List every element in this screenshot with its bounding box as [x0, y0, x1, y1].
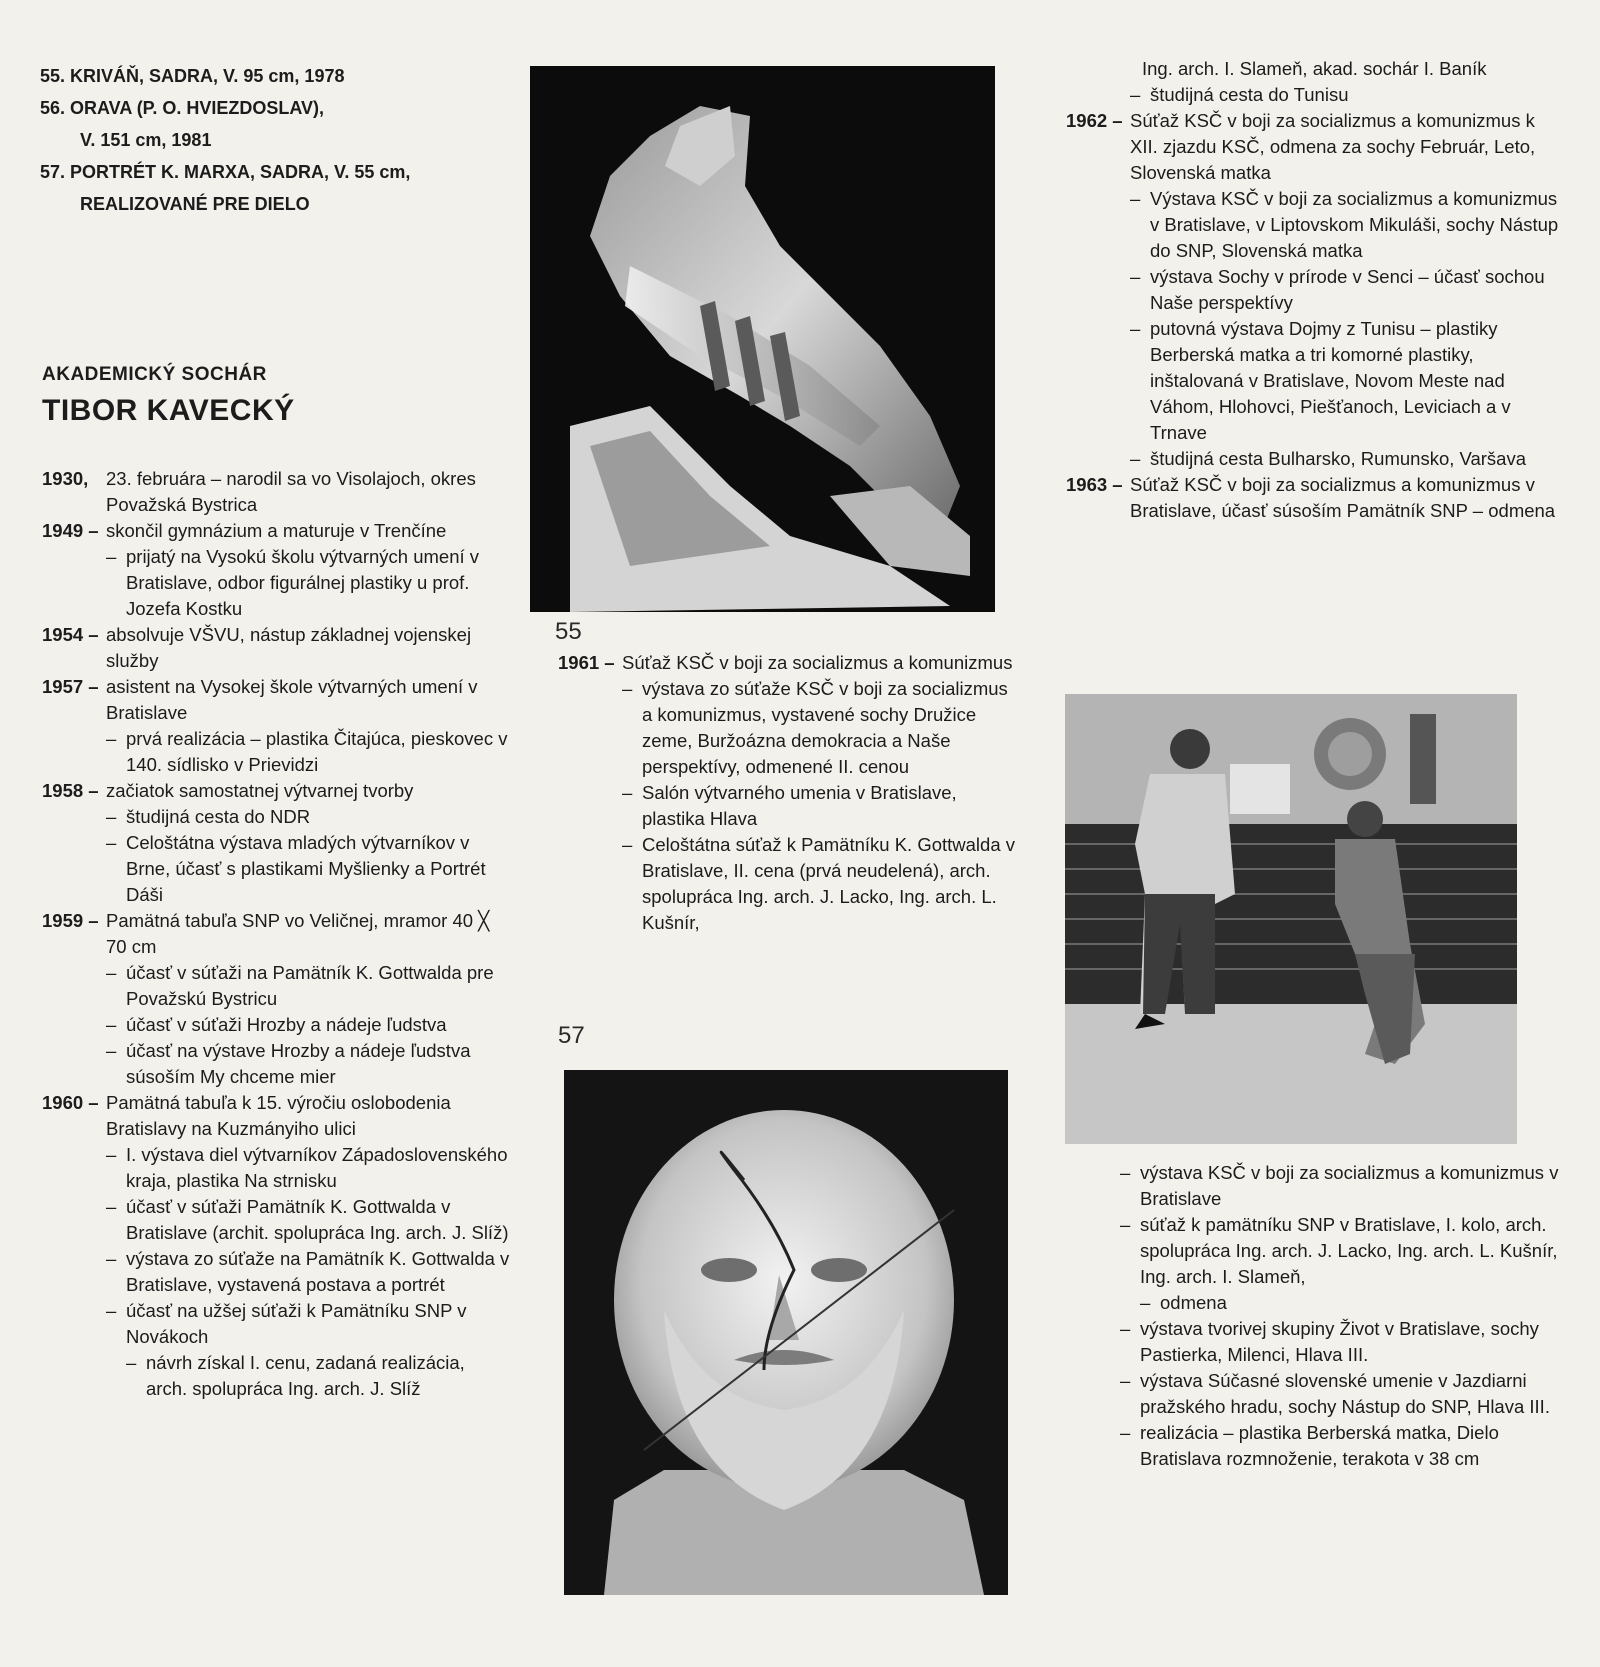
dash: –	[622, 678, 633, 699]
biography-column-1	[42, 466, 510, 1402]
dash: –	[106, 1040, 117, 1061]
bio-entry-1958	[42, 778, 510, 908]
artist-name: TIBOR KAVECKÝ	[42, 394, 295, 427]
sub-entry	[106, 726, 510, 778]
bio-entry-1963	[1066, 472, 1566, 524]
bio-entry-1962	[1066, 108, 1566, 472]
entry-text	[106, 1090, 510, 1402]
entry-text	[622, 650, 1018, 936]
sub-entry-text: študijná cesta do Tunisu	[1150, 84, 1349, 105]
entry-text	[106, 674, 510, 778]
caption-57: 57. PORTRÉT K. MARXA, SADRA, V. 55 cm,	[40, 162, 411, 182]
dash: –	[1130, 448, 1141, 469]
studio-photo-image	[1065, 694, 1517, 1144]
sub-entry	[1130, 82, 1566, 108]
sub-entry-text: Výstava KSČ v boji za socializmus a komunizmus v Bratislave, v Liptovskom Mikuláši, sochy Nástup do SNP, Slovenská matka	[1150, 188, 1559, 261]
sub-entry	[1120, 1420, 1570, 1472]
year-1954: 1954 –	[42, 624, 99, 645]
dash: –	[622, 782, 633, 803]
sub-entry	[106, 544, 510, 622]
caption-55: 55. KRIVÁŇ, SADRA, V. 95 cm, 1978	[40, 66, 345, 86]
sub-entry-text: študijná cesta do NDR	[126, 806, 311, 827]
entry-main: asistent na Vysokej škole výtvarných umení v Bratislave	[106, 676, 478, 723]
dash: –	[1140, 1292, 1151, 1313]
sub-entry	[622, 832, 1018, 936]
sub-entry	[622, 780, 1018, 832]
bio-entry-1930	[42, 466, 510, 518]
year-1949: 1949 –	[42, 520, 99, 541]
biography-column-3-top	[1066, 56, 1566, 524]
sub-entry-text: súťaž k pamätníku SNP v Bratislave, I. kolo, arch. spolupráca Ing. arch. J. Lacko, Ing. arch. L. Kušnír, Ing. arch. I. Slameň,	[1140, 1214, 1558, 1287]
sub-entry	[1130, 186, 1566, 264]
dash: –	[106, 1014, 117, 1035]
year-1963: 1963 –	[1066, 474, 1123, 495]
dash: –	[1120, 1370, 1131, 1391]
photo-57-bust	[564, 1070, 1008, 1595]
entry-main: začiatok samostatnej výtvarnej tvorby	[106, 780, 414, 801]
dash: –	[1130, 318, 1141, 339]
entry-text: 23. februára – narodil sa vo Visolajoch, okres Považská Bystrica	[106, 468, 476, 515]
sub-entry	[106, 1142, 510, 1194]
dash: –	[1120, 1162, 1131, 1183]
sub-entry-text: výstava Sochy v prírode v Senci – účasť sochou Naše perspektívy	[1150, 266, 1545, 313]
bio-entry-1959	[42, 908, 510, 1090]
sub-entry-text: prvá realizácia – plastika Čitajúca, pieskovec v 140. sídlisko v Prievidzi	[126, 728, 508, 775]
sub-entry-text: odmena	[1160, 1292, 1227, 1313]
sub-entry	[622, 676, 1018, 780]
sub-entry	[1120, 1212, 1570, 1290]
sub-entry	[1130, 264, 1566, 316]
dash: –	[622, 834, 633, 855]
photo-57-number: 57	[558, 1022, 585, 1049]
entry-text	[1130, 108, 1566, 472]
sub-entry	[1120, 1160, 1570, 1212]
year-1957: 1957 –	[42, 676, 99, 697]
entry-main: Súťaž KSČ v boji za socializmus a komunizmus	[622, 652, 1013, 673]
sub-entry	[106, 1038, 510, 1090]
dash: –	[106, 1248, 117, 1269]
bust-portrait-image	[564, 1070, 1008, 1595]
entry-main: Pamätná tabuľa SNP vo Veličnej, mramor 40 ╳ 70 cm	[106, 910, 490, 957]
dash: –	[1120, 1318, 1131, 1339]
sub-entry-text: návrh získal I. cenu, zadaná realizácia, arch. spolupráca Ing. arch. J. Slíž	[146, 1352, 465, 1399]
dash: –	[126, 1352, 137, 1373]
dash: –	[1120, 1214, 1131, 1235]
entry-text: Súťaž KSČ v boji za socializmus a komunizmus v Bratislave, účasť súsoším Pamätník SNP – odmena	[1130, 474, 1556, 521]
sub-entry-text: Celoštátna výstava mladých výtvarníkov v Brne, účasť s plastikami Myšlienky a Portrét Dáši	[126, 832, 486, 905]
sub-entry-text: účasť na výstave Hrozby a nádeje ľudstva súsoším My chceme mier	[126, 1040, 471, 1087]
biography-column-2	[558, 650, 1018, 936]
year-1930: 1930,	[42, 468, 89, 489]
photo-55-sculpture	[530, 66, 995, 612]
sub-entry-text: prijatý na Vysokú školu výtvarných umení v Bratislave, odbor figurálnej plastiky u prof. Jozefa Kostku	[126, 546, 480, 619]
bio-entry-1961	[558, 650, 1018, 936]
sub-entry-text: realizácia – plastika Berberská matka, Dielo Bratislava rozmnoženie, terakota v 38 cm	[1140, 1422, 1499, 1469]
dash: –	[106, 832, 117, 853]
sub-entry	[1120, 1316, 1570, 1368]
entry-text	[106, 908, 510, 1090]
sub-entry-text: výstava KSČ v boji za socializmus a komunizmus v Bratislave	[1140, 1162, 1559, 1209]
sub-entry	[106, 830, 510, 908]
dash: –	[106, 1144, 117, 1165]
sub-entry	[106, 1012, 510, 1038]
caption-56-cont: V. 151 cm, 1981	[80, 130, 212, 150]
caption-56: 56. ORAVA (P. O. HVIEZDOSLAV),	[40, 98, 325, 118]
artist-subtitle: AKADEMICKÝ SOCHÁR	[42, 364, 267, 385]
sub-entry-text: študijná cesta Bulharsko, Rumunsko, Varšava	[1150, 448, 1527, 469]
entry-main: Pamätná tabuľa k 15. výročiu oslobodenia Bratislavy na Kuzmányiho ulici	[106, 1092, 451, 1139]
sub-entry	[106, 960, 510, 1012]
sub-entry-text: putovná výstava Dojmy z Tunisu – plastiky Berberská matka a tri komorné plastiky, inštalovaná v Bratislave, Novom Meste nad Váhom, Hlohovci, Piešťanoch, Leviciach a v Trnave	[1150, 318, 1511, 443]
bio-entry-1954	[42, 622, 510, 674]
photo-studio	[1065, 694, 1517, 1144]
year-1958: 1958 –	[42, 780, 99, 801]
bio-entry-1960	[42, 1090, 510, 1402]
dash: –	[106, 962, 117, 983]
figure-captions	[40, 60, 500, 220]
entry-text	[106, 778, 510, 908]
year-placeholder	[1066, 82, 1130, 108]
sub-entry-text: účasť na užšej súťaži k Pamätníku SNP v Novákoch	[126, 1300, 467, 1347]
dash: –	[106, 806, 117, 827]
sub-entry-text: I. výstava diel výtvarníkov Západoslovenského kraja, plastika Na strnisku	[126, 1144, 508, 1191]
sub-entry	[1130, 316, 1566, 446]
dash: –	[106, 546, 117, 567]
dash: –	[1130, 266, 1141, 287]
sub-entry-text: Salón výtvarného umenia v Bratislave, plastika Hlava	[642, 782, 957, 829]
sub-entry-text: účasť v súťaži Pamätník K. Gottwalda v Bratislave (archit. spolupráca Ing. arch. J. Slíž)	[126, 1196, 509, 1243]
entry-main: skončil gymnázium a maturuje v Trenčíne	[106, 520, 447, 541]
year-1962: 1962 –	[1066, 110, 1123, 131]
sub-entry-text: Celoštátna súťaž k Pamätníku K. Gottwalda v Bratislave, II. cena (prvá neudelená), arch. spolupráca Ing. arch. J. Lacko, Ing. arch. L. Kušnír,	[642, 834, 1016, 933]
sub-entry	[1130, 446, 1566, 472]
sub-entry-text: výstava zo súťaže KSČ v boji za socializmus a komunizmus, vystavené sochy Družice zeme, Buržoázna demokracia a Naše perspektívy, odmenené II. cenou	[642, 678, 1008, 777]
dash: –	[106, 728, 117, 749]
dash: –	[1120, 1422, 1131, 1443]
sub-entry	[106, 1194, 510, 1246]
entry-text: absolvuje VŠVU, nástup základnej vojenskej služby	[106, 624, 472, 671]
sub-entry-text: výstava tvorivej skupiny Život v Bratislave, sochy Pastierka, Milenci, Hlava III.	[1140, 1318, 1539, 1365]
dash: –	[1130, 84, 1141, 105]
sub-entry	[106, 1298, 510, 1350]
year-1959: 1959 –	[42, 910, 99, 931]
entry-main: Súťaž KSČ v boji za socializmus a komunizmus k XII. zjazdu KSČ, odmena za sochy Február, Leto, Slovenská matka	[1130, 110, 1536, 183]
bio-entry-1949	[42, 518, 510, 622]
dash: –	[106, 1300, 117, 1321]
entry-text	[106, 518, 510, 622]
sub-entry-text: výstava zo súťaže na Pamätník K. Gottwalda v Bratislave, vystavená postava a portrét	[126, 1248, 510, 1295]
biography-column-3-bottom	[1120, 1160, 1570, 1472]
sub-entry	[1120, 1368, 1570, 1420]
sub-entry-text: účasť v súťaži na Pamätník K. Gottwalda pre Považskú Bystricu	[126, 962, 494, 1009]
sub-entry-nested	[1120, 1290, 1570, 1316]
abstract-sculpture-image	[530, 66, 995, 612]
entry-text	[1130, 82, 1566, 108]
dash: –	[106, 1196, 117, 1217]
year-1960: 1960 –	[42, 1092, 99, 1113]
bio-entry-1961-cont	[1066, 82, 1566, 108]
year-1961: 1961 –	[558, 652, 615, 673]
continuation-text: Ing. arch. I. Slameň, akad. sochár I. Baník	[1142, 58, 1487, 79]
sub-entry-nested	[106, 1350, 510, 1402]
bio-entry-1957	[42, 674, 510, 778]
caption-57-cont: REALIZOVANÉ PRE DIELO	[80, 194, 310, 214]
sub-entry	[106, 804, 510, 830]
photo-55-number: 55	[555, 618, 582, 645]
sub-entry	[106, 1246, 510, 1298]
dash: –	[1130, 188, 1141, 209]
sub-entry-text: výstava Súčasné slovenské umenie v Jazdiarni pražského hradu, sochy Nástup do SNP, Hlava III.	[1140, 1370, 1550, 1417]
sub-entry-text: účasť v súťaži Hrozby a nádeje ľudstva	[126, 1014, 447, 1035]
